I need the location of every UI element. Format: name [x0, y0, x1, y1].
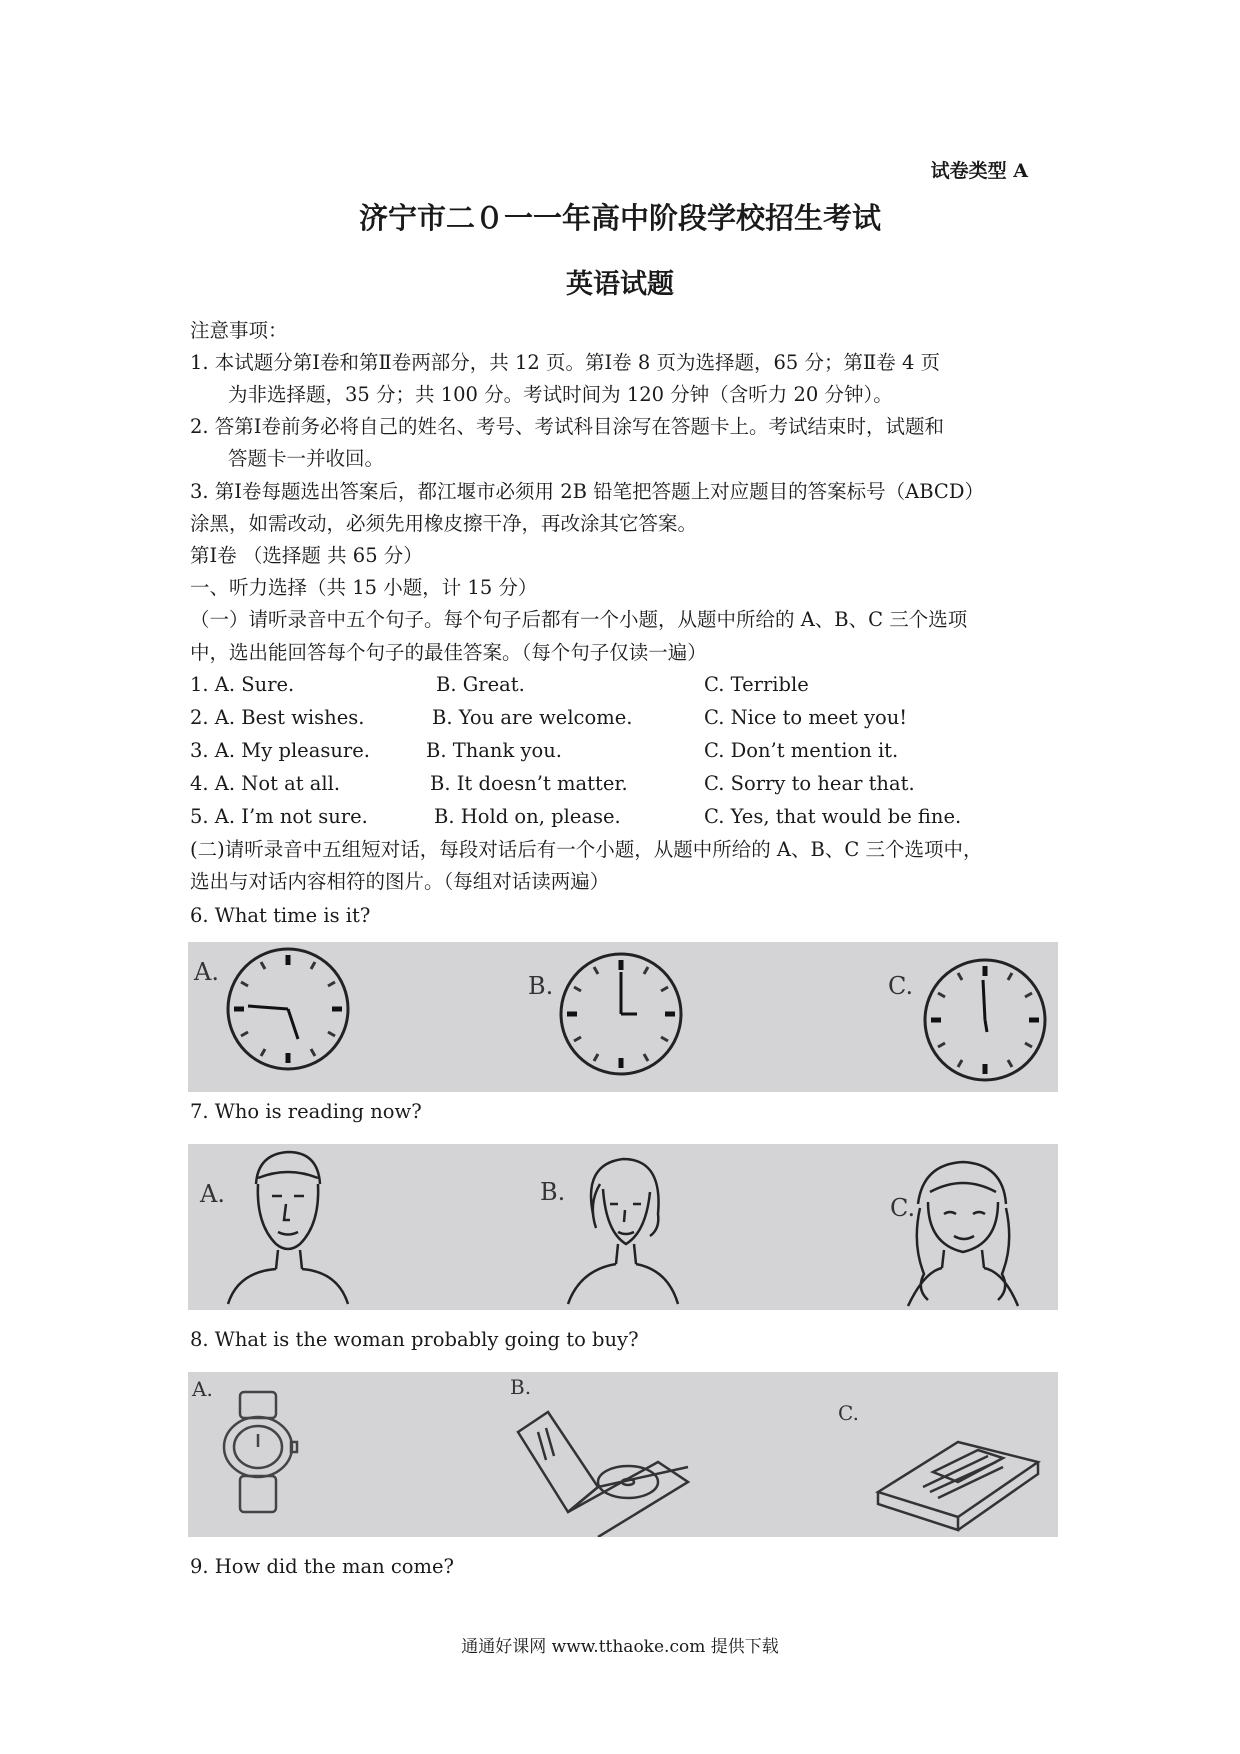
question-7: 7. Who is reading now? [190, 1100, 422, 1123]
q7-label-a: A. [200, 1180, 225, 1208]
part-1-instruction-line-2: 中，选出能回答每个句子的最佳答案。（每个句子仅读一遍） [190, 641, 707, 664]
question-7-figure [188, 1144, 1058, 1310]
watch-icon [224, 1392, 297, 1512]
clock-icon-a [228, 949, 348, 1069]
question-4-option-c: C. Sorry to hear that. [704, 772, 915, 795]
question-4-option-a: 4. A. Not at all. [190, 772, 341, 795]
book-icon [878, 1442, 1038, 1530]
exam-subtitle: 英语试题 [566, 269, 674, 300]
paper-type-label: 试卷类型 A [930, 160, 1028, 182]
question-1-option-b: B. Great. [436, 673, 525, 696]
question-2-option-b: B. You are welcome. [432, 706, 633, 729]
question-4-option-b: B. It doesn’t matter. [430, 772, 628, 795]
part-1-instruction-line-1: （一）请听录音中五个句子。每个句子后都有一个小题，从题中所给的 A、B、C 三个选项 [190, 608, 968, 631]
man-portrait-icon [228, 1152, 348, 1304]
note-3-line-2: 涂黑，如需改动，必须先用橡皮擦干净，再改涂其它答案。 [190, 512, 698, 535]
question-8-figure [188, 1372, 1058, 1537]
section-heading: 一、听力选择（共 15 小题，计 15 分） [190, 576, 538, 599]
part-2-instruction-line-2: 选出与对话内容相符的图片。（每组对话读两遍） [190, 870, 610, 893]
question-3-option-c: C. Don’t mention it. [704, 739, 899, 762]
question-8: 8. What is the woman probably going to buy? [190, 1328, 639, 1351]
clock-icon-b [561, 954, 681, 1074]
girl-portrait-icon [908, 1162, 1018, 1306]
q8-label-a: A. [192, 1377, 213, 1401]
question-5-option-c: C. Yes, that would be fine. [704, 805, 962, 828]
question-9: 9. How did the man come? [190, 1555, 454, 1578]
q7-label-c: C. [890, 1194, 916, 1222]
note-1-line-1: 1. 本试题分第Ⅰ卷和第Ⅱ卷两部分，共 12 页。第Ⅰ卷 8 页为选择题，65 分；第Ⅱ卷 4 页 [190, 351, 941, 374]
part-2-instruction-line-1: (二)请听录音中五组短对话，每段对话后有一个小题，从题中所给的 A、B、C 三个选项中， [190, 838, 983, 861]
note-2-line-2: 答题卡一并收回。 [228, 447, 385, 470]
page-footer: 通通好课网 www.tthaoke.com 提供下载 [461, 1637, 779, 1657]
note-1-line-2: 为非选择题，35 分；共 100 分。考试时间为 120 分钟（含听力 20 分钟）。 [228, 383, 893, 406]
notes-heading: 注意事项： [190, 319, 288, 342]
question-2-option-c: C. Nice to meet you! [704, 706, 908, 729]
q8-label-b: B. [510, 1375, 532, 1399]
volume-heading: 第Ⅰ卷 （选择题 共 65 分） [190, 544, 423, 567]
question-5-option-a: 5. A. I’m not sure. [190, 805, 368, 828]
q8-label-c: C. [838, 1401, 859, 1425]
question-2-option-a: 2. A. Best wishes. [190, 706, 365, 729]
question-1-option-a: 1. A. Sure. [190, 673, 295, 696]
note-3-line-1: 3. 第Ⅰ卷每题选出答案后，都江堰市必须用 2B 铅笔把答题上对应题目的答案标号（ABCD） [190, 480, 984, 503]
exam-title: 济宁市二０一一年高中阶段学校招生考试 [358, 201, 881, 235]
question-5-option-b: B. Hold on, please. [434, 805, 621, 828]
note-2-line-1: 2. 答第Ⅰ卷前务必将自己的姓名、考号、考试科目涂写在答题卡上。考试结束时，试题和 [190, 415, 945, 438]
question-1-option-c: C. Terrible [704, 673, 809, 696]
question-6: 6. What time is it? [190, 904, 371, 927]
question-3-option-a: 3. A. My pleasure. [190, 739, 370, 762]
q6-label-a: A. [194, 958, 219, 986]
clock-icon-c [925, 960, 1045, 1080]
question-6-figure [188, 942, 1058, 1092]
question-3-option-b: B. Thank you. [426, 739, 563, 762]
q6-label-c: C. [888, 972, 914, 1000]
q7-label-b: B. [540, 1178, 566, 1206]
woman-portrait-icon [568, 1159, 678, 1304]
q6-label-b: B. [528, 972, 554, 1000]
cd-player-icon [518, 1412, 688, 1537]
